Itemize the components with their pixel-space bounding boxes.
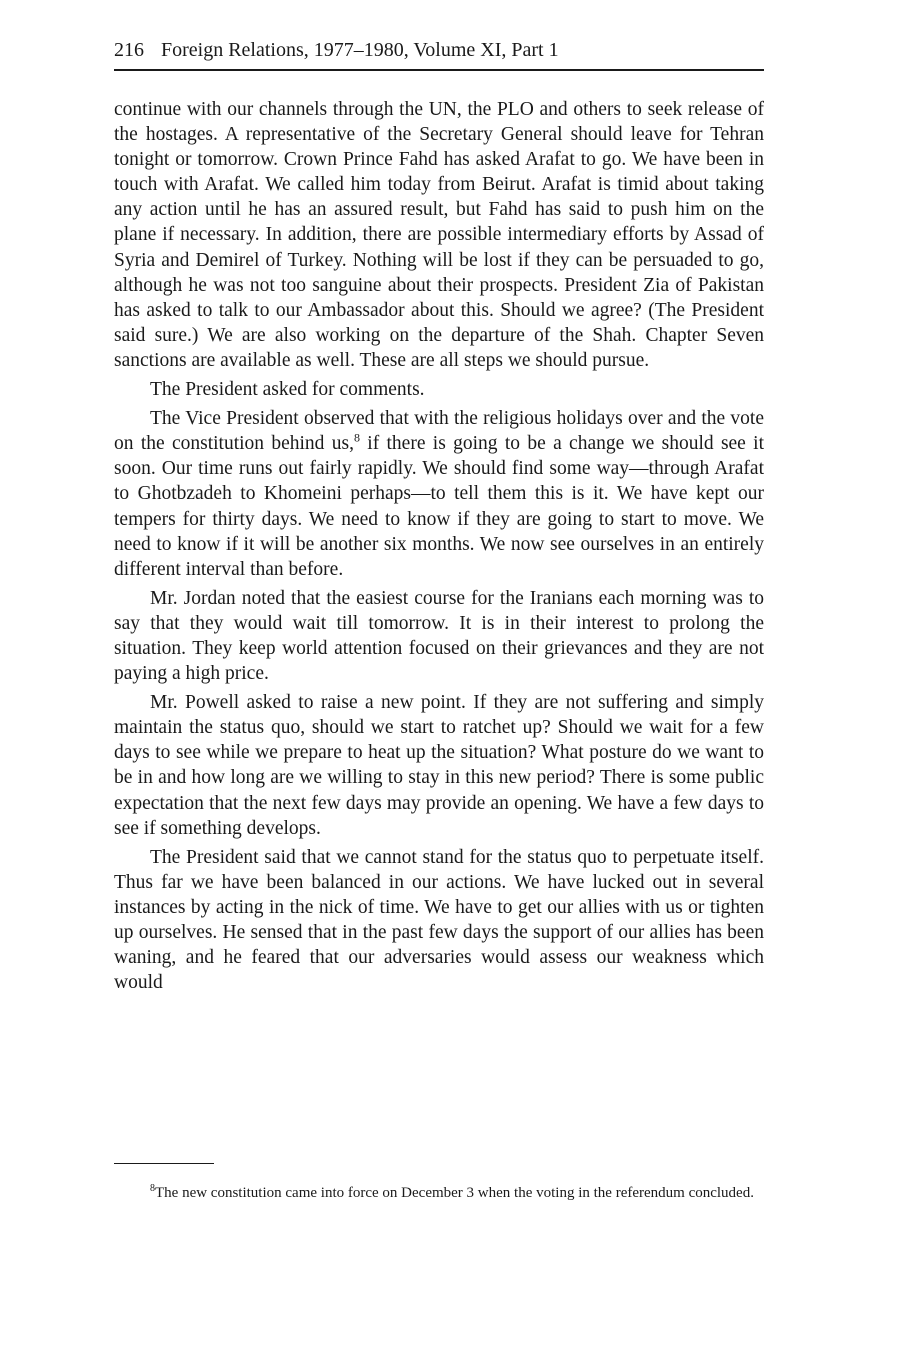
paragraph-text: The Vice President observed that with the religious holidays over and the vote on the constitution behind us, [114,408,764,455]
footnote-reference: 8 [353,430,360,445]
footnote-rule [114,1163,214,1164]
paragraph: Mr. Powell asked to raise a new point. If they are not suffering and simply maintain the status quo, should we start to ratchet up? Should we wait for a few days to see while we prepare to heat up the situation? What posture do we want to be in and how long are we willing to stay in this new period? There is some public expectation that the next few days may provide an opening. We have a few days to see if something develops. [114,692,764,839]
running-header [114,36,764,64]
paragraph: continue with our channels through the UN, the PLO and others to seek release of the hostages. A representative of the Secretary General should leave for Tehran tonight or tomorrow. Crown Prince Fahd has asked Arafat to go. We have been in touch with Arafat. We called him today from Beirut. Arafat is timid about taking any action until he has an assured result, but Fahd has said to push him on the plane if necessary. In addition, there are possible intermediary efforts by Assad of Syria and Demirel of Turkey. Nothing will be lost if they can be persuaded to go, although he was not too sanguine about their prospects. President Zia of Pakistan has asked to talk to our Ambassador about this. Should we agree? (The President said sure.) We are also working on the departure of the Shah. Chapter Seven sanctions are available as well. These are all steps we should pursue. [114,99,764,371]
footnote [114,1183,764,1203]
running-title: Foreign Relations, 1977–1980, Volume XI, Part 1 [161,39,559,61]
paragraph: The President asked for comments. [150,379,425,401]
paragraph: Mr. Jordan noted that the easiest course for the Iranians each morning was to say that they would wait till tomorrow. It is in their interest to prolong the situation. They keep world attention focused on their grievances and they are not paying a high price. [114,587,764,685]
paragraph [114,406,764,582]
page-number: 216 [114,39,144,61]
header-rule [114,69,764,71]
paragraph-text: if there is going to be a change we should see it soon. Our time runs out fairly rapidly. We should find some way—through Arafat to Ghotbzadeh to Khomeini perhaps—to tell them this is it. We have kept our tempers for thirty days. We need to know if they are going to start to move. We need to know if it will be another six months. We now see ourselves in an entirely different interval than before. [114,433,764,580]
body-text [114,97,764,999]
footnote-marker: 8 [150,1183,155,1194]
paragraph: The President said that we cannot stand for the status quo to perpetuate itself. Thus far we have been balanced in our actions. We have lucked out in several instances by acting in the nick of time. We have to get our allies with us or tighten up ourselves. He sensed that in the past few days the support of our allies has been waning, and he feared that our adversaries would assess our weakness which would [114,846,764,994]
footnote-text: The new constitution came into force on December 3 when the voting in the referendum concluded. [155,1185,754,1201]
